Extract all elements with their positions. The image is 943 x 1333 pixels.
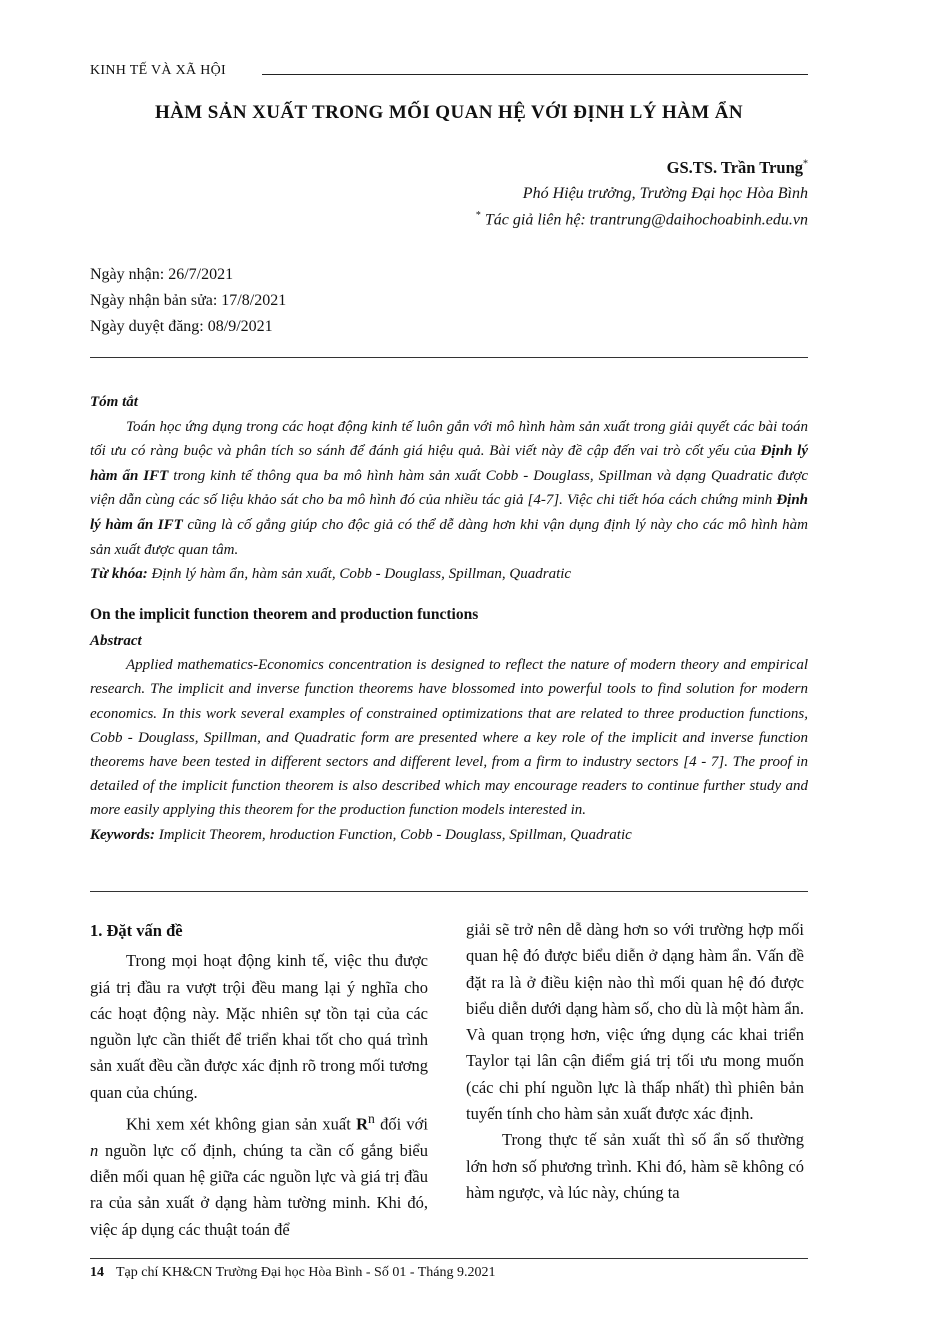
abstract-vi-text-1: Toán học ứng dụng trong các hoạt động kinh tế luôn gắn với mô hình hàm sản xuất trong giải quyết các bài toán tối ưu có ràng buộc và phân tích so sánh để đánh giá hiệu quả. Bài viết này đề cập đến vai trò cốt yếu của bbox=[90, 418, 808, 460]
keywords-vi-text: Định lý hàm ẩn, hàm sản xuất, Cobb - Douglass, Spillman, Quadratic bbox=[147, 566, 572, 583]
body-text: đối với bbox=[374, 1114, 428, 1134]
body-text: Khi xem xét không gian sản xuất bbox=[126, 1114, 357, 1134]
page-footer bbox=[90, 1265, 496, 1281]
keywords-vi bbox=[90, 562, 808, 587]
keywords-vi-label: Từ khóa: bbox=[90, 566, 148, 583]
author-contact bbox=[476, 210, 808, 229]
author-mark: * bbox=[803, 158, 808, 170]
body-text: nguồn lực cố định, chúng ta cần cố gắng biểu diễn mối quan hệ giữa các nguồn lực và giá trị đầu ra của sản xuất ở dạng hàm tường minh. Khi đó, việc áp dụng các thuật toán để bbox=[90, 1140, 428, 1239]
body-paragraph: Trong thực tế sản xuất thì số ẩn số thường lớn hơn số phương trình. Khi đó, hàm sẽ không có hàm ngược, và lúc này, chúng ta bbox=[466, 1130, 804, 1202]
journal-name: Tạp chí KH&CN Trường Đại học Hòa Bình - Số 01 - Tháng 9.2021 bbox=[116, 1265, 496, 1280]
keywords-en-label: Keywords: bbox=[90, 826, 155, 843]
article-dates bbox=[90, 262, 286, 340]
contact-mark: * bbox=[475, 210, 481, 221]
abstract-en bbox=[90, 629, 808, 847]
date-received: Ngày nhận: 26/7/2021 bbox=[90, 266, 234, 283]
section-divider bbox=[262, 74, 808, 75]
math-exponent: n bbox=[367, 1111, 375, 1127]
article-title: HÀM SẢN XUẤT TRONG MỐI QUAN HỆ VỚI ĐỊNH LÝ HÀM ẨN bbox=[154, 102, 744, 123]
date-accepted: Ngày duyệt đăng: 08/9/2021 bbox=[90, 318, 273, 335]
abstract-en-heading: Abstract bbox=[90, 633, 142, 649]
body-column-right bbox=[466, 917, 804, 1206]
abstract-vi-heading: Tóm tắt bbox=[90, 394, 138, 410]
keywords-en-text: Implicit Theorem, hroduction Function, Cobb - Douglass, Spillman, Quadratic bbox=[155, 826, 632, 843]
footer-divider bbox=[90, 1258, 808, 1259]
body-paragraph: Trong mọi hoạt động kinh tế, việc thu được giá trị đầu ra vượt trội đều mang lại ý nghĩa cho các hoạt động này. Mặc nhiên sự tồn tại của các nguồn lực cần thiết để triển khai tốt cho quá trình sản xuất đều cần được xác định rõ trong mối tương quan của chúng. bbox=[90, 951, 428, 1102]
section-label: KINH TẾ VÀ XÃ HỘI bbox=[90, 63, 227, 78]
abstract-en-text: Applied mathematics-Economics concentration is designed to reflect the nature of modern theory and empirical research. The implicit and inverse function theorems have blossomed into powerful tools to find solution for modern economics. In this work several examples of constrained optimizations that are related to three production functions, Cobb - Douglass, Spillman, and Quadratic form are presented where a key role of the implicit and inverse function theorems have been tested in different sectors and different level, from a firm to industry sectors [4 - 7]. The proof in detailed of the implicit function theorem is also described which may encourage readers to continue further study and more easily applying this theorem for the production function models interested in. bbox=[90, 657, 808, 819]
english-title: On the implicit function theorem and production functions bbox=[90, 606, 479, 623]
divider-body bbox=[90, 891, 808, 892]
math-space-symbol: R bbox=[356, 1114, 368, 1134]
author-name bbox=[667, 158, 808, 178]
date-revised: Ngày nhận bản sửa: 17/8/2021 bbox=[90, 292, 287, 309]
abstract-vi-bold-2: Định lý hàm ẩn IFT bbox=[90, 492, 808, 533]
abstract-vi-text-2: trong kinh tế thông qua ba mô hình hàm sản xuất Cobb - Douglass, Spillman và dạng Quadratic được viện dẫn cùng các số liệu khảo sát cho ba mô hình đó của nhiều tác giả [4-7]. Việc chi tiết hóa cách chứng minh bbox=[90, 467, 809, 509]
keywords-en bbox=[90, 823, 808, 847]
abstract-vi-text bbox=[90, 415, 808, 563]
author-affiliation: Phó Hiệu trưởng, Trường Đại học Hòa Bình bbox=[522, 185, 808, 202]
section-heading: 1. Đặt vấn đề bbox=[90, 921, 183, 940]
body-paragraph bbox=[90, 1106, 428, 1243]
divider-top bbox=[90, 357, 808, 358]
author-name-text: GS.TS. Trần Trung bbox=[666, 158, 803, 177]
body-paragraph: giải sẽ trở nên dễ dàng hơn so với trường hợp mối quan hệ đó được biểu diễn ở dạng hàm ẩn. Vấn đề đặt ra là ở điều kiện nào thì mối quan hệ đó được biểu diễn dưới dạng hàm số, cho dù là một hàm ẩn. Và quan trọng hơn, việc ứng dụng các khai triển Taylor tại lân cận điểm giá trị tối ưu mong muốn (các chi phí nguồn lực là thấp nhất) thì phiên bản tuyến tính cho hàm sản xuất được xác định. bbox=[466, 920, 804, 1124]
abstract-vi bbox=[90, 390, 808, 587]
page-number: 14 bbox=[90, 1265, 104, 1280]
abstract-vi-text-3: cũng là cố gắng giúp cho độc giả có thể dễ dàng hơn khi vận dụng định lý này cho các mô hình hàm sản xuất được quan tâm. bbox=[90, 516, 809, 558]
abstract-vi-bold-1: Định lý hàm ẩn IFT bbox=[90, 443, 808, 484]
math-variable: n bbox=[90, 1140, 99, 1160]
contact-text: Tác giả liên hệ: trantrung@daihochoabinh.edu.vn bbox=[484, 211, 808, 229]
body-column-left bbox=[90, 918, 428, 1243]
